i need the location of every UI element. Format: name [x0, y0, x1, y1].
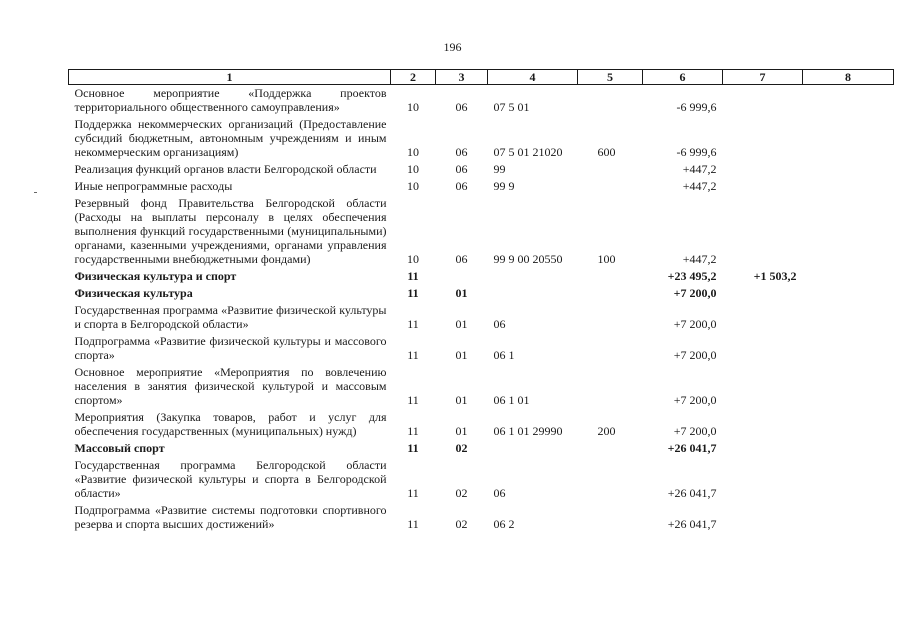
row-subsection: 01: [455, 393, 468, 407]
header-row: [69, 70, 894, 85]
table-body: [69, 85, 894, 534]
row-amount: +447,2: [682, 162, 717, 176]
row-amount-extra: [723, 285, 803, 302]
row-col-8: [803, 302, 894, 333]
table-row: [69, 85, 894, 117]
row-name: Реализация функций органов власти Белгородской области: [74, 162, 377, 176]
row-amount: -6 999,6: [676, 145, 717, 159]
row-subsection: 02: [455, 441, 468, 455]
header-col-4: 4: [488, 70, 578, 85]
header-col-8: 8: [803, 70, 894, 85]
row-amount: +26 041,7: [667, 486, 717, 500]
row-expense-type: [578, 364, 643, 409]
row-amount-extra: [723, 178, 803, 195]
row-subsection: 06: [455, 179, 468, 193]
table-row: [69, 268, 894, 285]
row-section: 10: [407, 162, 419, 176]
row-amount-extra: [723, 457, 803, 502]
row-col-8: [803, 178, 894, 195]
row-section: 10: [407, 252, 419, 266]
table-row: [69, 195, 894, 268]
row-expense-type: [578, 457, 643, 502]
table-row: [69, 178, 894, 195]
row-expense-type: [578, 440, 643, 457]
row-amount: +7 200,0: [673, 348, 717, 362]
row-name: Резервный фонд Правительства Белгородской области (Расходы на выплаты персоналу в целях обеспечения выполнения функций государственными (муниципальными) органами, казенными учреждениями, органами управления государственными внебюджетными фондами): [74, 196, 387, 266]
row-expense-type: [578, 85, 643, 117]
row-target-article: 99 9: [493, 179, 515, 193]
table-row: [69, 409, 894, 440]
row-col-8: [803, 161, 894, 178]
row-section: 10: [407, 145, 419, 159]
row-col-8: [803, 440, 894, 457]
row-name: Подпрограмма «Развитие физической культуры и массового спорта»: [74, 334, 387, 362]
row-expense-type: [578, 268, 643, 285]
row-target-article: 07 5 01 21020: [493, 145, 563, 159]
row-target-article: 99 9 00 20550: [493, 252, 563, 266]
row-name: Физическая культура: [74, 286, 193, 300]
page-number: 196: [443, 40, 462, 54]
row-name: Основное мероприятие «Мероприятия по вовлечению населения в занятия физической культурой и массовым спортом»: [74, 365, 387, 407]
header-col-5: 5: [578, 70, 643, 85]
row-amount: +7 200,0: [673, 393, 717, 407]
row-section: 11: [407, 269, 419, 283]
row-amount: +7 200,0: [673, 424, 717, 438]
row-section: 10: [407, 179, 419, 193]
row-section: 11: [407, 286, 419, 300]
row-amount: +26 041,7: [667, 441, 717, 455]
row-col-8: [803, 268, 894, 285]
row-col-8: [803, 502, 894, 533]
row-subsection: 06: [455, 252, 468, 266]
row-amount: +447,2: [682, 252, 717, 266]
row-name: Иные непрограммные расходы: [74, 179, 233, 193]
row-expense-type: 600: [597, 145, 616, 159]
row-amount-extra: [723, 409, 803, 440]
row-subsection: 01: [455, 424, 468, 438]
row-col-8: [803, 457, 894, 502]
header-col-6: 6: [643, 70, 723, 85]
row-col-8: [803, 116, 894, 161]
row-amount-extra: [723, 364, 803, 409]
row-col-8: [803, 195, 894, 268]
row-section: 11: [407, 441, 419, 455]
table-row: [69, 285, 894, 302]
row-target-article: 07 5 01: [493, 100, 530, 114]
row-amount: -6 999,6: [676, 100, 717, 114]
row-amount-extra: [723, 440, 803, 457]
table-row: [69, 440, 894, 457]
row-col-8: [803, 285, 894, 302]
row-section: 10: [407, 100, 419, 114]
margin-mark: [34, 192, 37, 193]
row-amount-extra: [723, 502, 803, 533]
row-target-article: 99: [493, 162, 506, 176]
row-section: 11: [407, 486, 419, 500]
table-row: [69, 502, 894, 533]
row-amount: +26 041,7: [667, 517, 717, 531]
row-expense-type: [578, 333, 643, 364]
row-target-article: [488, 285, 578, 302]
row-target-article: 06 1 01: [493, 393, 530, 407]
row-subsection: 01: [455, 317, 468, 331]
row-target-article: 06: [493, 317, 506, 331]
table-row: [69, 161, 894, 178]
row-expense-type: [578, 285, 643, 302]
row-col-8: [803, 333, 894, 364]
row-amount-extra: [723, 116, 803, 161]
row-amount-extra: [723, 302, 803, 333]
row-subsection: 06: [455, 162, 468, 176]
header-col-7: 7: [723, 70, 803, 85]
row-section: 11: [407, 424, 419, 438]
table-row: [69, 116, 894, 161]
row-amount-extra: [723, 195, 803, 268]
row-amount: +447,2: [682, 179, 717, 193]
row-expense-type: [578, 178, 643, 195]
row-subsection: [436, 268, 488, 285]
row-amount-extra: +1 503,2: [753, 269, 797, 283]
row-target-article: [488, 268, 578, 285]
header-col-2: 2: [391, 70, 436, 85]
row-amount-extra: [723, 161, 803, 178]
header-col-3: 3: [436, 70, 488, 85]
table-row: [69, 457, 894, 502]
row-section: 11: [407, 517, 419, 531]
row-target-article: 06 1 01 29990: [493, 424, 563, 438]
row-subsection: 01: [455, 348, 468, 362]
row-subsection: 02: [455, 517, 468, 531]
row-amount: +23 495,2: [667, 269, 717, 283]
table-row: [69, 333, 894, 364]
header-col-1: 1: [69, 70, 391, 85]
row-section: 11: [407, 393, 419, 407]
row-amount-extra: [723, 85, 803, 117]
row-expense-type: [578, 161, 643, 178]
row-section: 11: [407, 317, 419, 331]
row-name: Мероприятия (Закупка товаров, работ и услуг для обеспечения государственных (муниципальных) нужд): [74, 410, 387, 438]
row-target-article: 06: [493, 486, 506, 500]
row-name: Основное мероприятие «Поддержка проектов территориального общественного самоуправления»: [74, 86, 387, 114]
row-name: Физическая культура и спорт: [74, 269, 237, 283]
table-header: [69, 70, 894, 85]
row-target-article: [488, 440, 578, 457]
row-subsection: 02: [455, 486, 468, 500]
row-name: Подпрограмма «Развитие системы подготовки спортивного резерва и спорта высших достижений»: [74, 503, 387, 531]
table-row: [69, 302, 894, 333]
row-amount: +7 200,0: [673, 286, 717, 300]
row-name: Поддержка некоммерческих организаций (Предоставление субсидий бюджетным, автономным учреждениям и иным некоммерческим организациям): [74, 117, 387, 159]
row-section: 11: [407, 348, 419, 362]
row-expense-type: [578, 502, 643, 533]
row-name: Массовый спорт: [74, 441, 165, 455]
budget-table: [68, 69, 894, 533]
row-expense-type: [578, 302, 643, 333]
row-col-8: [803, 409, 894, 440]
table-row: [69, 364, 894, 409]
row-subsection: 06: [455, 100, 468, 114]
row-target-article: 06 1: [493, 348, 515, 362]
row-name: Государственная программа «Развитие физической культуры и спорта в Белгородской области»: [74, 303, 387, 331]
row-amount-extra: [723, 333, 803, 364]
row-subsection: 06: [455, 145, 468, 159]
row-expense-type: 100: [597, 252, 616, 266]
row-expense-type: 200: [597, 424, 616, 438]
row-amount: +7 200,0: [673, 317, 717, 331]
row-name: Государственная программа Белгородской области «Развитие физической культуры и спорта в Белгородской области»: [74, 458, 387, 500]
row-subsection: 01: [455, 286, 468, 300]
row-target-article: 06 2: [493, 517, 515, 531]
row-col-8: [803, 85, 894, 117]
row-col-8: [803, 364, 894, 409]
